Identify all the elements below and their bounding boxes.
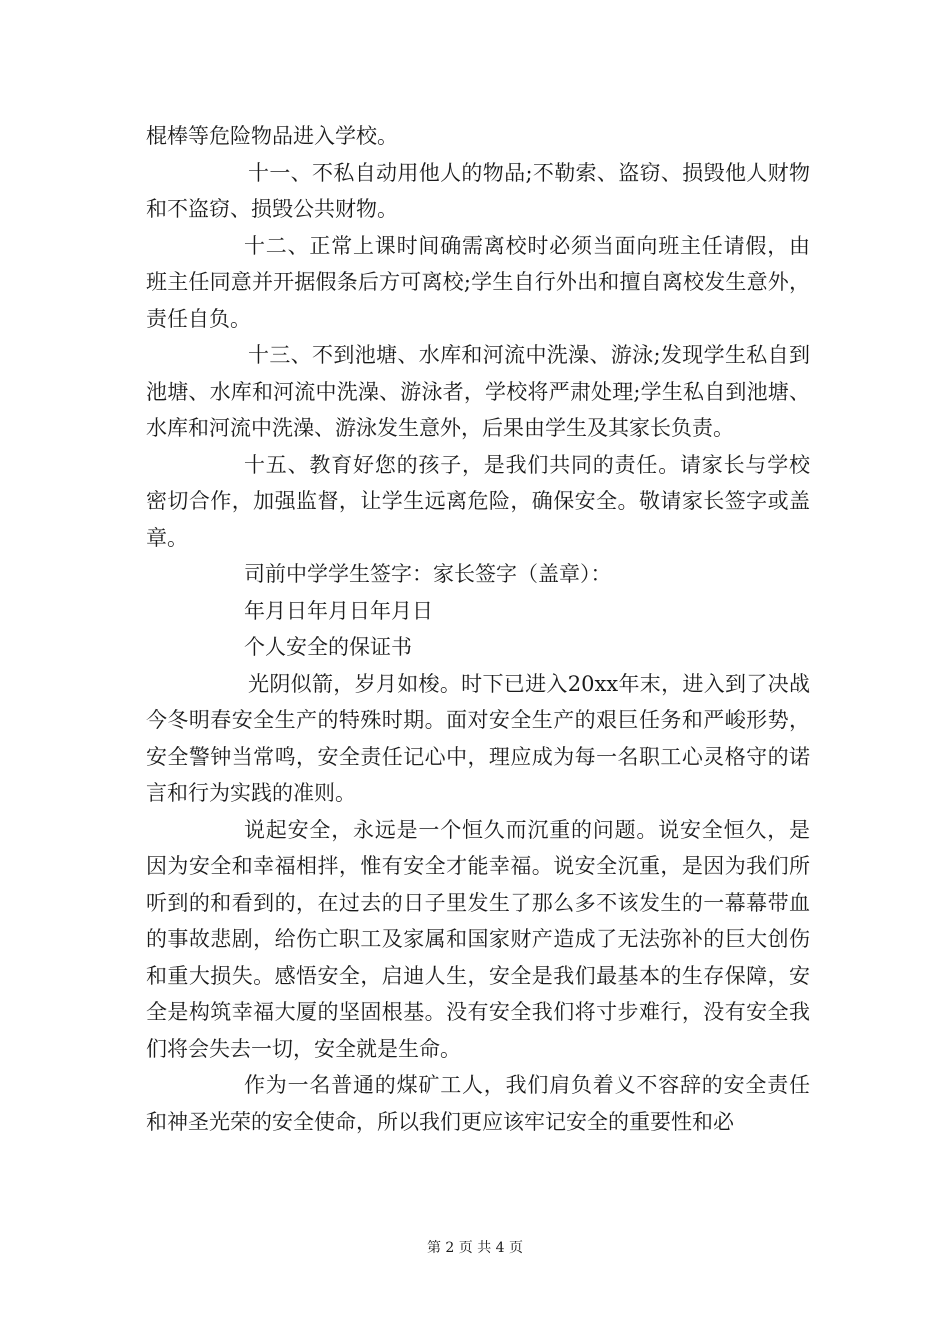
section-title: 个人安全的保证书 — [244, 635, 412, 659]
paragraph-safety-meaning: 说起安全，永远是一个恒久而沉重的问题。说安全恒久，是因为安全和幸福相拌，惟有安全才能幸福。说安全沉重，是因为我们所听到的和看到的，在过去的日子里发生了那么多不该发生的一幕幕带血的事故悲剧，给伤亡职工及家属和国家财产造成了无法弥补的巨大创伤和重大损失。感悟安全，启迪人生，安全是我们最基本的生存保障，安全是构筑幸福大厦的坚固根基。没有安全我们将寸步难行，没有安全我们将会失去一切，安全就是生命。 — [146, 817, 810, 1061]
paragraph-item-15: 十五、教育好您的孩子，是我们共同的责任。请家长与学校密切合作，加强监督，让学生远离危险，确保安全。敬请家长签字或盖章。 — [146, 452, 810, 550]
date-line: 年月日年月日年月日 — [244, 598, 433, 623]
page-number: 第 2 页 共 4 页 — [426, 1240, 524, 1256]
paragraph-item-13: 十三、不到池塘、水库和河流中洗澡、游泳;发现学生私自到池塘、水库和河流中洗澡、游泳者，学校将严肃处理;学生私自到池塘、水库和河流中洗澡、游泳发生意外，后果由学生及其家长负责。 — [146, 343, 810, 440]
paragraph-miner-duty: 作为一名普通的煤矿工人，我们肩负着义不容辞的安全责任和神圣光荣的安全使命，所以我们更应该牢记安全的重要性和必 — [146, 1073, 810, 1134]
paragraph-continuation: 棍棒等危险物品进入学校。 — [146, 124, 398, 148]
paragraph-intro: 光阴似箭，岁月如梭。时下已进入20xx年末，进入到了决战今冬明春安全生产的特殊时期。面对安全生产的艰巨任务和严峻形势，安全警钟当常鸣，安全责任记心中，理应成为每一名职工心灵格守的诺言和行为实践的准则。 — [146, 671, 810, 805]
paragraph-item-12: 十二、正常上课时间确需离校时必须当面向班主任请假，由班主任同意并开据假条后方可离校;学生自行外出和擅自离校发生意外，责任自负。 — [146, 233, 810, 331]
paragraph-item-11: 十一、不私自动用他人的物品;不勒索、盗窃、损毁他人财物和不盗窃、损毁公共财物。 — [146, 160, 810, 221]
signature-line: 司前中学学生签字：家长签字（盖章）： — [244, 562, 612, 586]
document-body — [146, 118, 810, 1140]
